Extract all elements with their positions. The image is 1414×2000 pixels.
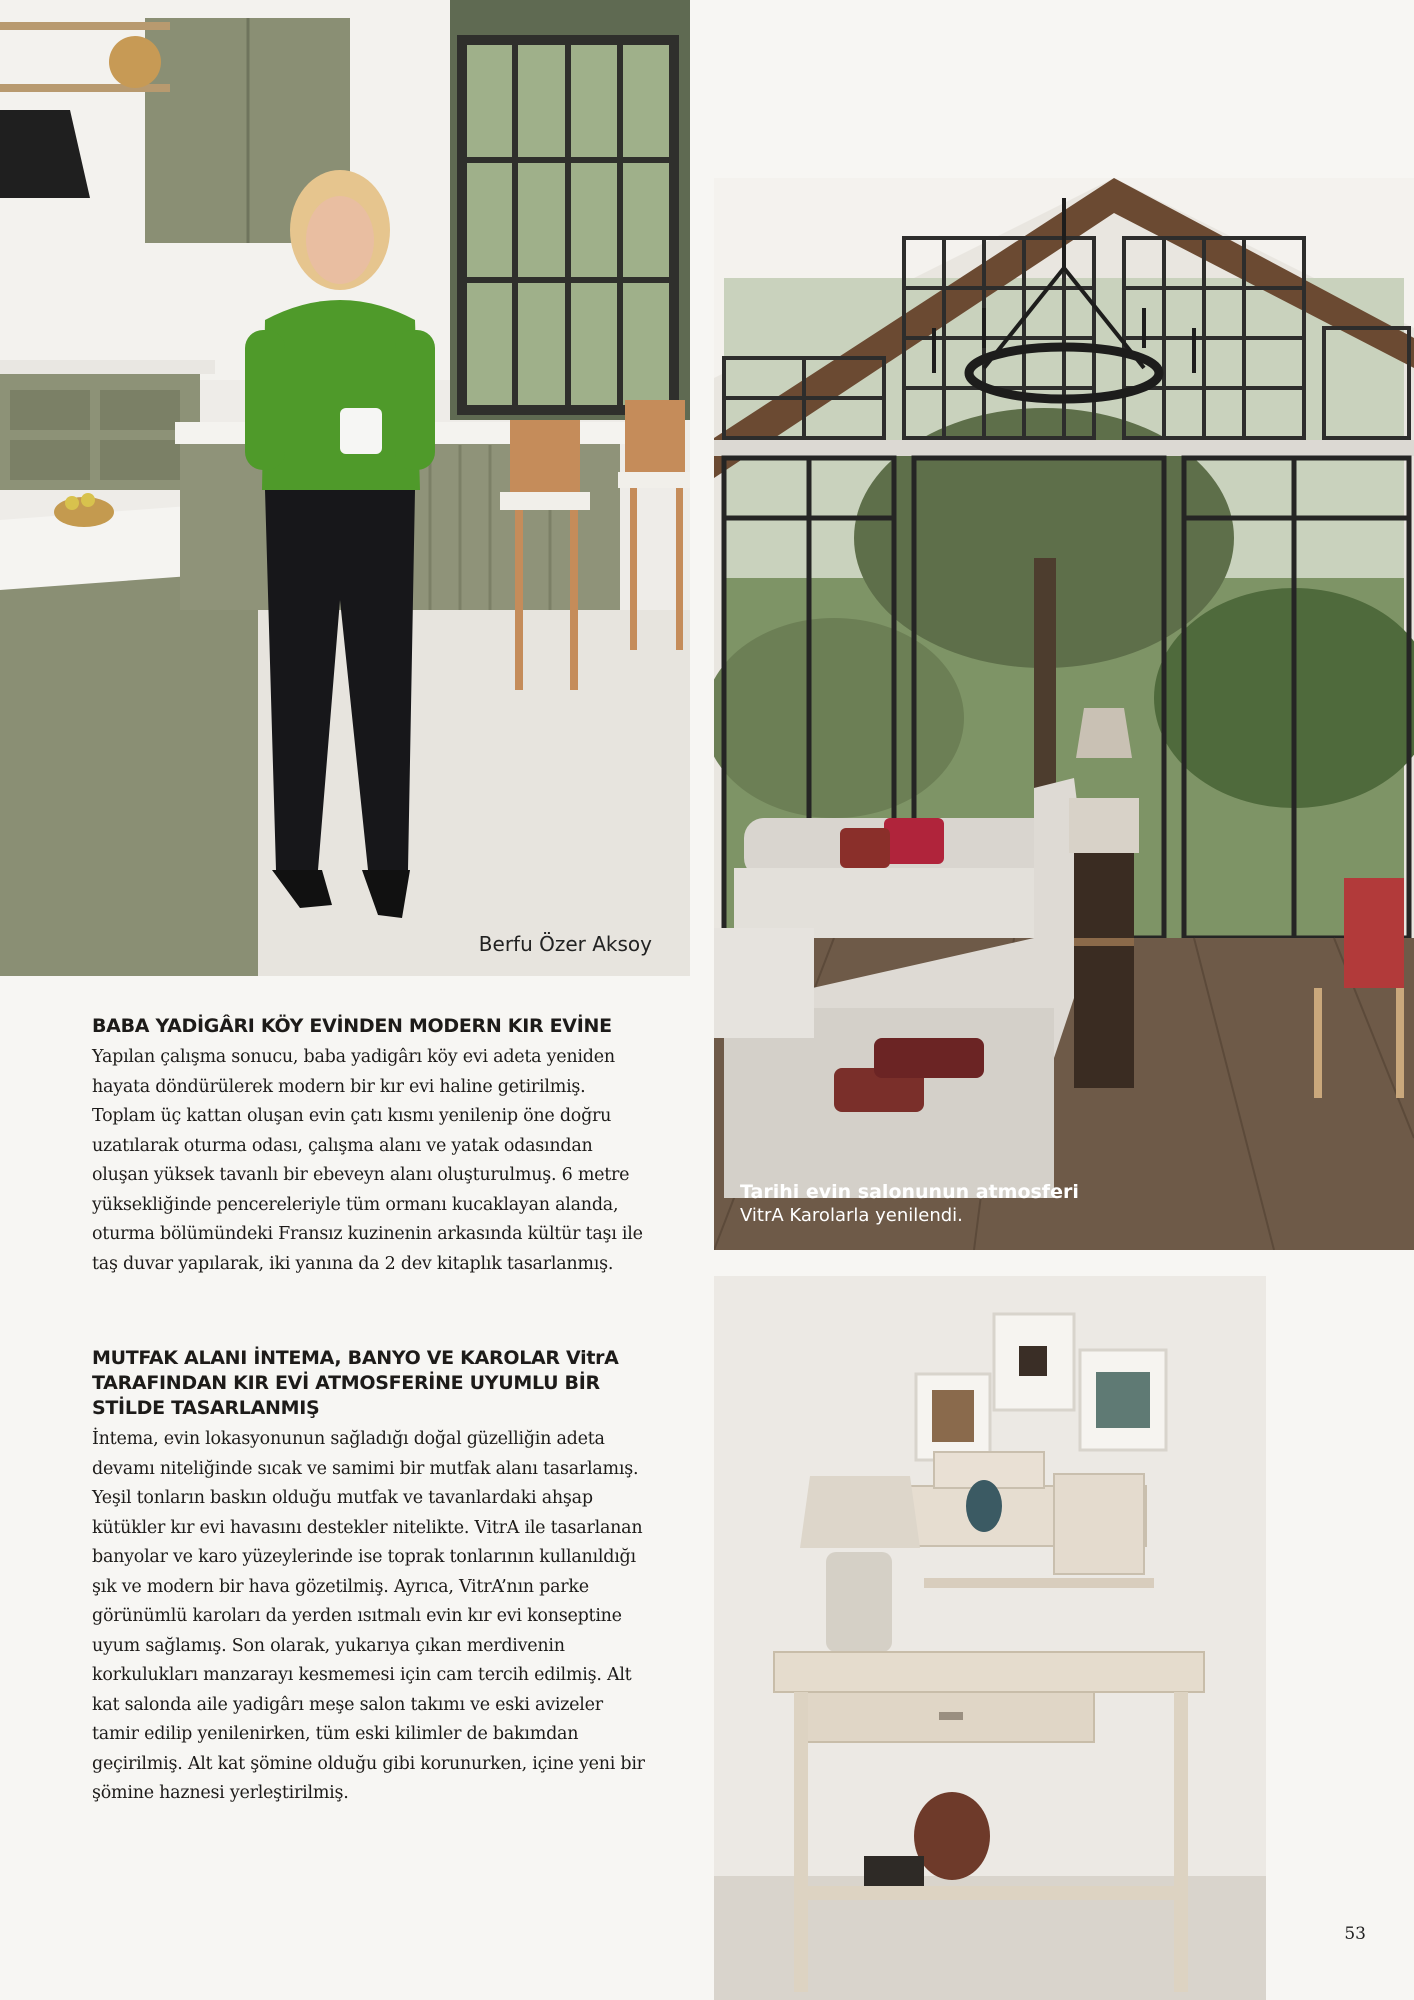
- section-body: İntema, evin lokasyonunun sağladığı doğal güzelliğin adeta devamı niteliğinde sıcak ve samimi bir mutfak alanı tasarlamış. Yeşil tonların baskın olduğu mutfak ve tavanlardaki ahşap kütükler kır evi havasını destekler nitelikte. VitrA ile tasarlanan banyolar ve karo yüzeylerinde ise toprak tonlarının kullanıldığı şık ve modern bir hava gözetilmiş. Ayrıca, VitrA’nın parke görünümlü karoları da yerden ısıtmalı evin kır evi konseptine uyum sağlamış. Son olarak, yukarıya çıkan merdivenin korkulukları manzarayı kesmemesi için cam tercih edilmiş. Alt kat salonda aile yadigârı meşe salon takımı ve eski avizeler tamir edilip yenilenirken, tüm eski kilimler de bakımdan geçirilmiş. Alt kat şömine olduğu gibi korunurken, içine yeni bir şömine haznesi yerleştirilmiş.: [92, 1429, 645, 1803]
- kitchen-scene-illustration: [0, 0, 690, 976]
- kitchen-portrait-photo: [0, 0, 690, 976]
- caption-living-line1: Tarihi evin salonunun atmosferi: [740, 1181, 1079, 1203]
- article-section-2: [92, 1346, 648, 1809]
- living-room-scene-illustration: [714, 178, 1414, 1250]
- section-body: Yapılan çalışma sonucu, baba yadigârı köy evi adeta yeniden hayata döndürülerek modern bir kır evi haline getirilmiş. Toplam üç kattan oluşan evin çatı kısmı yenilenip öne doğru uzatılarak oturma odası, çalışma alanı ve yatak odasından oluşan yüksek tavanlı bir ebeveyn alanı oluşturulmuş. 6 metre yüksekliğinde pencereleriyle tüm ormanı kucaklayan alanda, oturma bölümündeki Fransız kuzinenin arkasında kültür taşı ile taş duvar yapılarak, iki yanına da 2 dev kitaplık tasarlanmış.: [92, 1047, 643, 1274]
- article-section-1: [92, 1014, 648, 1279]
- console-scene-illustration: [714, 1276, 1266, 2000]
- section-heading: MUTFAK ALANI İNTEMA, BANYO VE KAROLAR VitrA TARAFINDAN KIR EVİ ATMOSFERİNE UYUMLU BİR STİLDE TASARLANMIŞ: [92, 1347, 619, 1419]
- section-heading: BABA YADİGÂRI KÖY EVİNDEN MODERN KIR EVİNE: [92, 1015, 612, 1037]
- living-room-photo: [714, 178, 1414, 1250]
- photo-caption-name: Berfu Özer Aksoy: [478, 932, 652, 956]
- console-table-photo: [714, 1276, 1266, 2000]
- photo-caption-living: [740, 1180, 1079, 1228]
- caption-living-line2: VitrA Karolarla yenilendi.: [740, 1205, 963, 1226]
- page-number: 53: [1344, 1924, 1366, 1944]
